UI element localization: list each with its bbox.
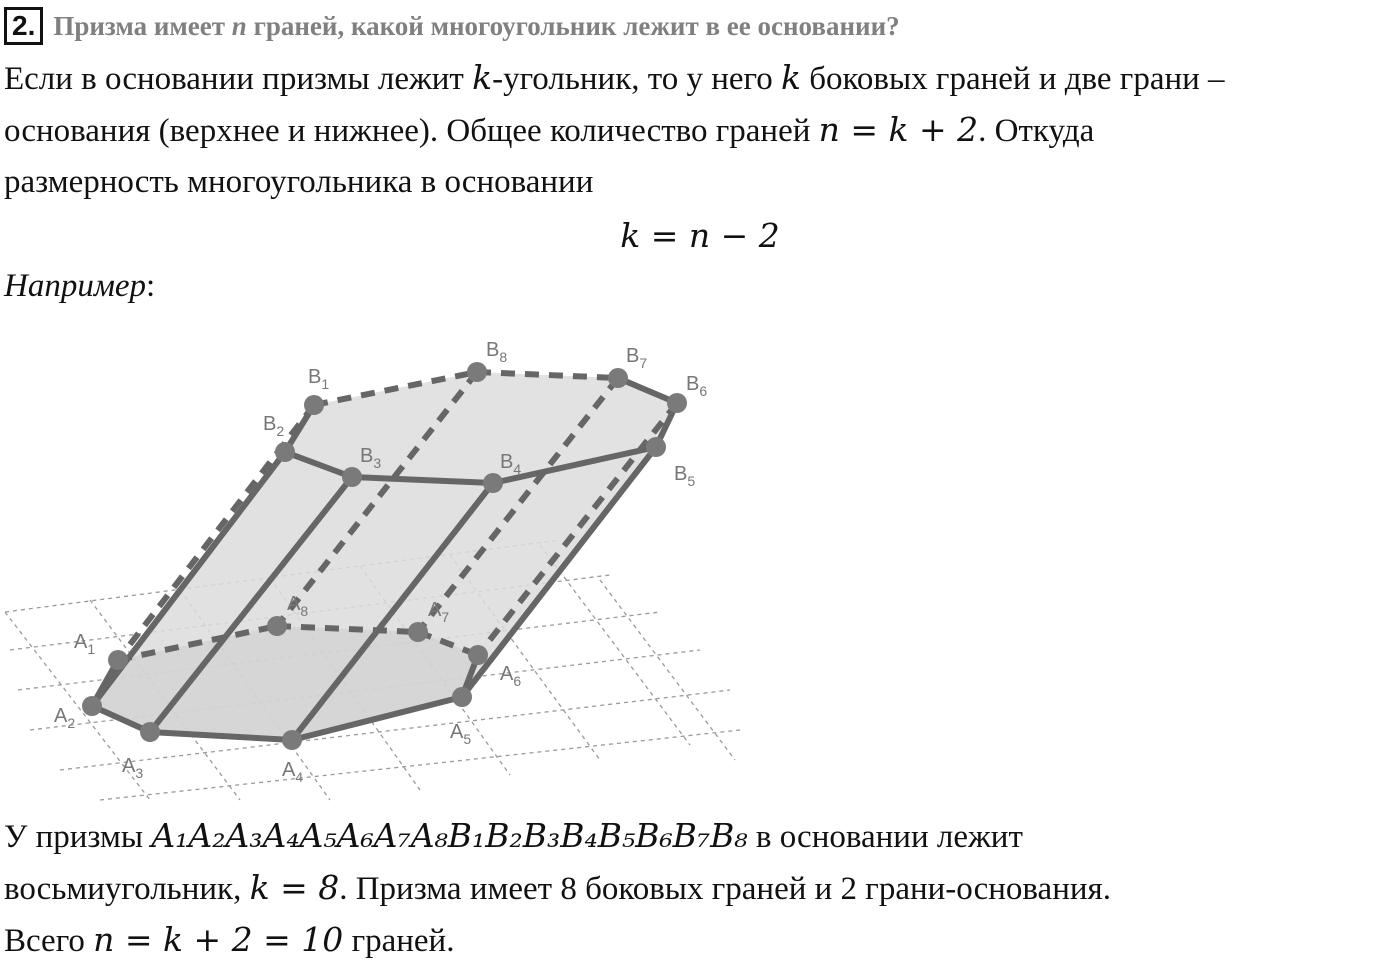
vertex-label-a7: $A_7$ xyxy=(428,599,450,625)
solution-line-3: размерность многоугольника в основании xyxy=(4,164,594,200)
vertex-label-a6: $A_6$ xyxy=(500,663,522,689)
vertex-label-b7: $B_7$ xyxy=(626,345,648,371)
vertex-label-b8: $B_8$ xyxy=(486,339,508,365)
example-label: Например: xyxy=(4,268,156,304)
conclusion-line-3: Всего n = k + 2 = 10 граней. xyxy=(4,920,455,959)
conclusion-line-1: У призмы A₁A₂A₃A₄A₅A₆A₇A₈B₁B₂B₃B₄B₅B₆B₇B₈ в основании лежит xyxy=(4,816,1023,855)
vertex-label-b2: $B_2$ xyxy=(263,413,285,439)
vertex-label-a8: $A_8$ xyxy=(287,593,309,619)
task-header xyxy=(4,6,900,46)
solution-line-1: Если в основании призмы лежит k-угольник, то у него k боковых граней и две грани – xyxy=(4,58,1225,97)
vertex-label-a1: $A_1$ xyxy=(74,631,96,657)
vertex-label-b4: $B_4$ xyxy=(500,451,522,477)
vertex-label-a2: $A_2$ xyxy=(54,705,76,731)
vertex-label-b6: $B_6$ xyxy=(686,373,708,399)
vertex-label-b1: $B_1$ xyxy=(308,366,330,392)
conclusion-line-2: восьмиугольник, k = 8. Призма имеет 8 боковых граней и 2 грани-основания. xyxy=(4,868,1111,907)
vertex-label-a4: $A_4$ xyxy=(282,759,304,785)
solution-line-2: основания (верхнее и нижнее). Общее количество граней n = k + 2. Откуда xyxy=(4,110,1095,149)
vertex-label-a5: $A_5$ xyxy=(450,721,472,747)
task-number: 2. xyxy=(4,7,43,45)
vertex-label-b5: $B_5$ xyxy=(674,463,696,489)
vertex-label-b3: $B_3$ xyxy=(360,445,382,471)
prism-figure xyxy=(0,330,760,810)
task-question: Призма имеет n граней, какой многоугольник лежит в ее основании? xyxy=(53,10,900,41)
formula: k = n − 2 xyxy=(620,216,780,255)
vertex-label-a3: $A_3$ xyxy=(122,755,144,781)
